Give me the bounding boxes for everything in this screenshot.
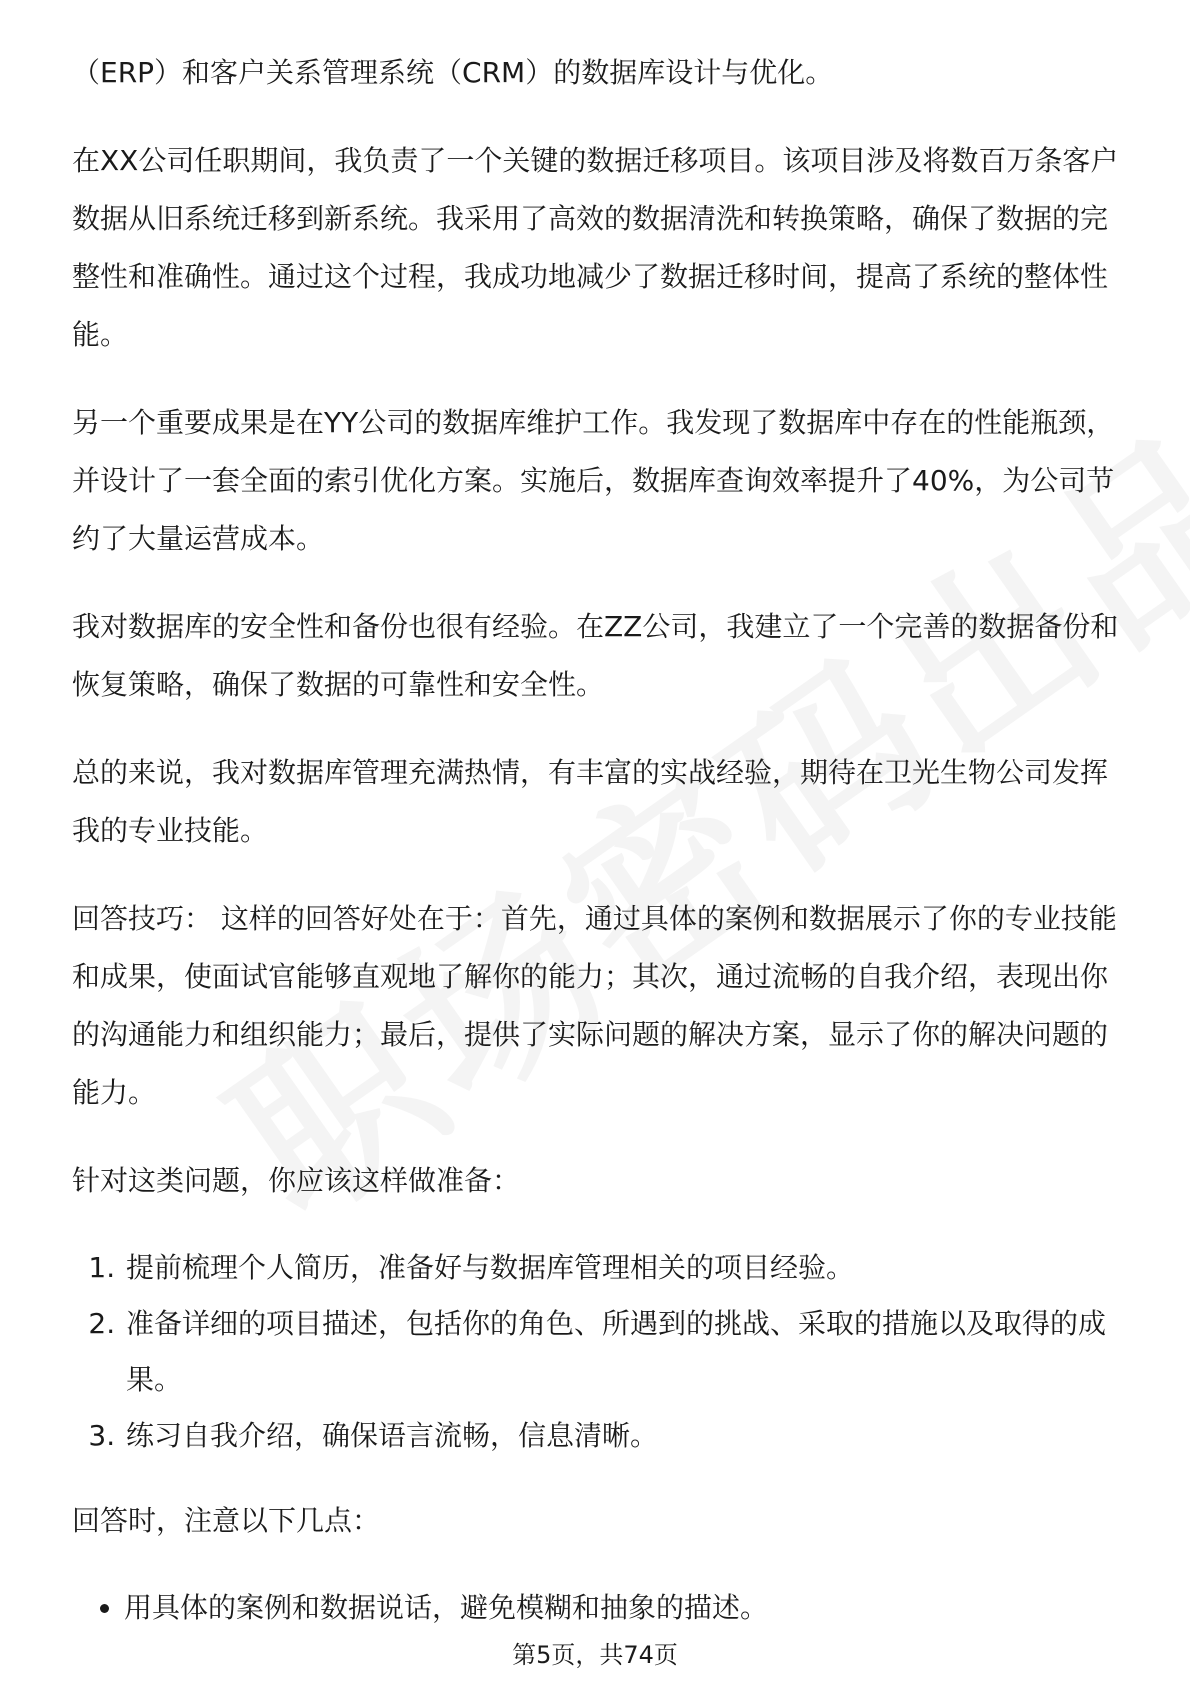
list-item: 2. 准备详细的项目描述，包括你的角色、所遇到的挑战、采取的措施以及取得的成果。 <box>124 1296 1122 1408</box>
notes-heading: 回答时，注意以下几点： <box>72 1504 381 1537</box>
paragraph-data-migration: 在XX公司任职期间，我负责了一个关键的数据迁移项目。该项目涉及将数百万条客户数据从旧系统迁移到新系统。我采用了高效的数据清洗和转换策略，确保了数据的完整性和准确性。通过这个过程，我成功地减少了数据迁移时间，提高了系统的整体性能。 <box>72 144 1119 351</box>
page-footer: 第5页，共74页 <box>512 1641 678 1669</box>
paragraph-prep-heading: 针对这类问题，你应该这样做准备： <box>72 1164 521 1197</box>
document-body <box>72 44 1122 1636</box>
notes-list <box>72 1580 1122 1636</box>
paragraph-index-optimization: 另一个重要成果是在YY公司的数据库维护工作。我发现了数据库中存在的性能瓶颈，并设计了一套全面的索引优化方案。实施后，数据库查询效率提升了40%，为公司节约了大量运营成本。 <box>72 406 1115 555</box>
paragraph-answer-tips: 回答技巧： 这样的回答好处在于：首先，通过具体的案例和数据展示了你的专业技能和成果，使面试官能够直观地了解你的能力；其次，通过流畅的自我介绍，表现出你的沟通能力和组织能力；最后，提供了实际问题的解决方案，显示了你的解决问题的能力。 <box>72 902 1117 1109</box>
list-item: • 用具体的案例和数据说话，避免模糊和抽象的描述。 <box>124 1580 1122 1636</box>
prep-steps-list <box>72 1240 1122 1464</box>
paragraph-backup-security: 我对数据库的安全性和备份也很有经验。在ZZ公司，我建立了一个完善的数据备份和恢复策略，确保了数据的可靠性和安全性。 <box>72 610 1119 701</box>
list-item: 1. 提前梳理个人简历，准备好与数据库管理相关的项目经验。 <box>124 1240 1122 1296</box>
paragraph-erp-crm: （ERP）和客户关系管理系统（CRM）的数据库设计与优化。 <box>72 56 834 89</box>
paragraph-summary: 总的来说，我对数据库管理充满热情，有丰富的实战经验，期待在卫光生物公司发挥我的专业技能。 <box>72 756 1109 847</box>
list-item: 3. 练习自我介绍，确保语言流畅，信息清晰。 <box>124 1408 1122 1464</box>
